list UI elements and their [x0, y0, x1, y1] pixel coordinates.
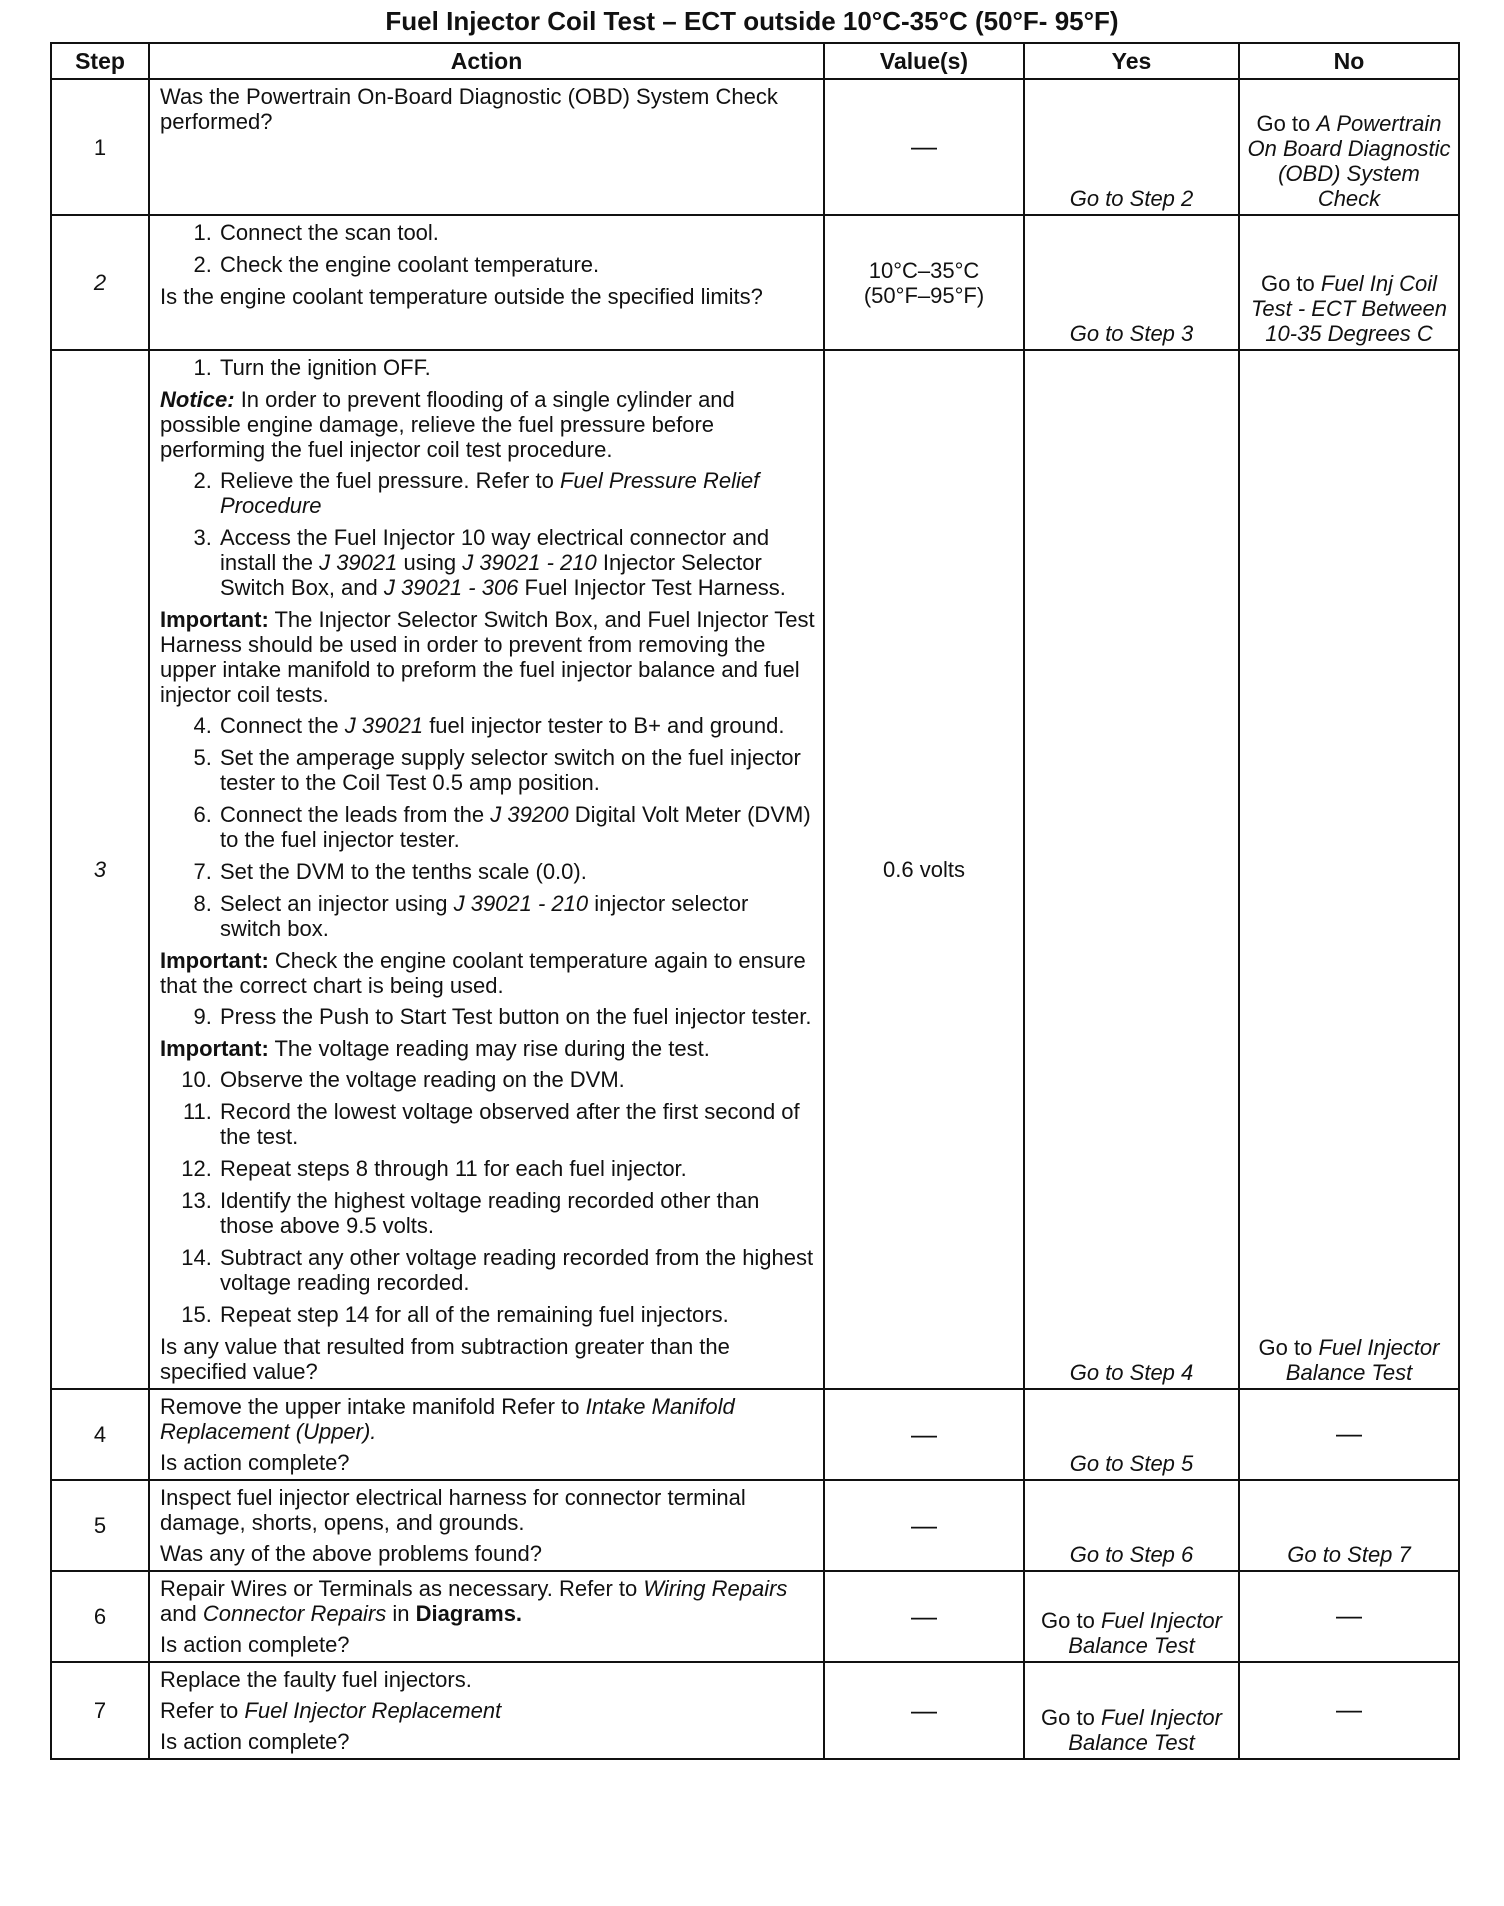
- no-link[interactable]: A Powertrain On Board Diagnostic (OBD) System Check: [1247, 111, 1451, 211]
- yes-cell: [1024, 79, 1239, 215]
- no-cell: [1239, 215, 1459, 350]
- tool-ref: J 39021 - 210: [453, 891, 589, 916]
- page-title: Fuel Injector Coil Test – ECT outside 10°C-35°C (50°F- 95°F): [385, 6, 1119, 36]
- tool-ref: J 39021: [319, 550, 398, 575]
- no-cell: [1239, 350, 1459, 1389]
- action-steps: [160, 1067, 815, 1327]
- empty-dash: —: [1336, 1418, 1362, 1448]
- yes-prefix: Go to: [1041, 1705, 1095, 1730]
- action-text-part: Refer to: [160, 1698, 239, 1723]
- yes-cell: [1024, 1571, 1239, 1662]
- no-cell: [1239, 79, 1459, 215]
- header-values: Value(s): [824, 43, 1024, 79]
- list-item-text: fuel injector tester to B+ and ground.: [429, 713, 785, 738]
- action-cell: [149, 79, 824, 215]
- yes-cell: [1024, 1480, 1239, 1571]
- list-item: 1. Turn the ignition OFF.: [218, 355, 815, 380]
- action-text: [160, 1698, 815, 1723]
- list-item: 2. Check the engine coolant temperature.: [218, 252, 815, 277]
- no-cell: [1239, 1571, 1459, 1662]
- yes-link[interactable]: Go to Step 3: [1069, 321, 1194, 346]
- table-row: [51, 79, 1459, 215]
- list-item: 12. Repeat steps 8 through 11 for each fuel injector.: [218, 1156, 815, 1181]
- yes-cell: [1024, 1389, 1239, 1480]
- value-cell: [824, 1662, 1024, 1759]
- no-cell: [1239, 1662, 1459, 1759]
- yes-link[interactable]: Go to Step 6: [1069, 1542, 1194, 1567]
- yes-prefix: Go to: [1041, 1608, 1095, 1633]
- important-label: Important:: [160, 607, 269, 632]
- important-label: Important:: [160, 948, 269, 973]
- list-item-text: Relieve the fuel pressure. Refer to: [220, 468, 554, 493]
- header-no: No: [1239, 43, 1459, 79]
- action-steps: [160, 355, 815, 380]
- action-question: Is any value that resulted from subtraction greater than the specified value?: [160, 1334, 730, 1384]
- no-prefix: Go to: [1256, 111, 1311, 136]
- list-item-text: Access the Fuel Injector 10 way electrical connector and install the: [220, 525, 770, 575]
- action-text: [160, 1576, 815, 1626]
- procedure-link[interactable]: Intake Manifold Replacement (Upper).: [160, 1394, 735, 1444]
- no-link[interactable]: Go to Step 7: [1287, 1542, 1411, 1567]
- yes-link[interactable]: Fuel Injector Balance Test: [1068, 1608, 1222, 1658]
- action-text-part: in: [392, 1601, 410, 1626]
- value-cell: [824, 1480, 1024, 1571]
- action-cell: [149, 215, 824, 350]
- action-question: Is the engine coolant temperature outside the specified limits?: [160, 284, 763, 309]
- important-text: The Injector Selector Switch Box, and Fuel Injector Test Harness should be used in order to prevent from removing the upper intake manifold to preform the fuel injector balance and fuel injector coil tests.: [160, 607, 815, 707]
- tool-ref: J 39021: [344, 713, 424, 738]
- procedure-link[interactable]: Connector Repairs: [202, 1601, 387, 1626]
- no-link[interactable]: Fuel Injector Balance Test: [1285, 1335, 1440, 1385]
- action-question: Was the Powertrain On-Board Diagnostic (OBD) System Check performed?: [160, 84, 778, 134]
- table-header-row: [51, 43, 1459, 79]
- empty-dash: —: [1336, 1694, 1362, 1724]
- list-item: [218, 468, 815, 518]
- notice-paragraph: [160, 387, 815, 462]
- table-row: [51, 1571, 1459, 1662]
- action-cell: [149, 1480, 824, 1571]
- list-item-text: Fuel Injector Test Harness.: [524, 575, 786, 600]
- value-cell: [824, 1389, 1024, 1480]
- list-item: 14. Subtract any other voltage reading recorded from the highest voltage reading recorded.: [218, 1245, 815, 1295]
- action-text: Replace the faulty fuel injectors.: [160, 1667, 472, 1692]
- yes-cell: [1024, 215, 1239, 350]
- empty-dash: —: [911, 131, 937, 161]
- action-question: Was any of the above problems found?: [160, 1541, 542, 1566]
- empty-dash: —: [911, 1600, 937, 1631]
- header-step: Step: [51, 43, 149, 79]
- no-cell: [1239, 1480, 1459, 1571]
- empty-dash: —: [1336, 1600, 1362, 1630]
- list-item-text: injector selector switch box.: [220, 891, 749, 941]
- yes-cell: [1024, 1662, 1239, 1759]
- action-steps: [160, 713, 815, 941]
- no-link[interactable]: Fuel Inj Coil Test - ECT Between 10-35 Degrees C: [1250, 271, 1448, 346]
- step-number: 6: [51, 1571, 149, 1662]
- no-prefix: Go to: [1260, 271, 1315, 296]
- important-label: Important:: [160, 1036, 269, 1061]
- notice-label: Notice:: [160, 387, 235, 412]
- list-item-text: Connect the leads from the: [220, 802, 485, 827]
- list-item: 1. Connect the scan tool.: [218, 220, 815, 245]
- value-celsius: 10°C–35°C: [868, 257, 980, 283]
- step-number: 5: [51, 1480, 149, 1571]
- list-item: 10. Observe the voltage reading on the DVM.: [218, 1067, 815, 1092]
- list-item: 15. Repeat step 14 for all of the remaining fuel injectors.: [218, 1302, 815, 1327]
- notice-text: In order to prevent flooding of a single cylinder and possible engine damage, relieve the fuel pressure before performing the fuel injector coil test procedure.: [160, 387, 735, 462]
- yes-link[interactable]: Go to Step 4: [1069, 1360, 1194, 1385]
- list-item: [218, 802, 815, 852]
- no-prefix: Go to: [1258, 1335, 1313, 1360]
- header-action: Action: [149, 43, 824, 79]
- action-cell: [149, 350, 824, 1389]
- important-paragraph: [160, 607, 815, 707]
- section-ref: Diagrams.: [415, 1601, 523, 1626]
- step-number: 1: [51, 79, 149, 215]
- step-number: 7: [51, 1662, 149, 1759]
- table-row: [51, 1662, 1459, 1759]
- list-item-text: Select an injector using: [220, 891, 448, 916]
- list-item: 7. Set the DVM to the tenths scale (0.0).: [218, 859, 815, 884]
- action-question: Is action complete?: [160, 1729, 350, 1754]
- procedure-link[interactable]: Wiring Repairs: [643, 1576, 788, 1601]
- list-item-text: Connect the: [220, 713, 339, 738]
- value-cell: [824, 1571, 1024, 1662]
- yes-cell: [1024, 350, 1239, 1389]
- table-row: [51, 215, 1459, 350]
- step-number: 2: [51, 215, 149, 350]
- step-number: 3: [51, 350, 149, 1389]
- table-row: [51, 350, 1459, 1389]
- important-text: Check the engine coolant temperature again to ensure that the correct chart is being used.: [160, 948, 806, 998]
- empty-dash: —: [911, 1509, 937, 1540]
- important-text: The voltage reading may rise during the test.: [274, 1036, 710, 1061]
- list-item: 5. Set the amperage supply selector switch on the fuel injector tester to the Coil Test 0.5 amp position.: [218, 745, 815, 795]
- action-question: Is action complete?: [160, 1632, 350, 1657]
- list-item: 9. Press the Push to Start Test button on the fuel injector tester.: [218, 1004, 815, 1029]
- value-cell: [824, 215, 1024, 350]
- header-yes: Yes: [1024, 43, 1239, 79]
- value-fahrenheit: (50°F–95°F): [863, 282, 985, 308]
- empty-dash: —: [911, 1694, 937, 1725]
- list-item: 13. Identify the highest voltage reading recorded other than those above 9.5 volts.: [218, 1188, 815, 1238]
- yes-link[interactable]: Fuel Injector Balance Test: [1068, 1705, 1222, 1755]
- list-item: [218, 713, 815, 738]
- list-item: 11. Record the lowest voltage observed after the first second of the test.: [218, 1099, 815, 1149]
- action-text-part: Repair Wires or Terminals as necessary. Refer to: [160, 1576, 638, 1601]
- diagnostic-table: [50, 42, 1460, 1760]
- action-steps: [160, 220, 815, 277]
- yes-link[interactable]: Go to Step 5: [1069, 1451, 1194, 1476]
- list-item-text: Digital Volt Meter (DVM) to the fuel injector tester.: [220, 802, 811, 852]
- procedure-link[interactable]: Fuel Pressure Relief Procedure: [220, 468, 760, 518]
- tool-ref: J 39200: [490, 802, 569, 827]
- table-row: [51, 1480, 1459, 1571]
- action-cell: [149, 1571, 824, 1662]
- empty-dash: —: [911, 1418, 937, 1449]
- list-item-text: Injector Selector Switch Box, and: [220, 550, 762, 600]
- list-item: [218, 891, 815, 941]
- action-steps: [160, 468, 815, 600]
- important-paragraph: [160, 1036, 815, 1061]
- tool-ref: J 39021 - 306: [383, 575, 519, 600]
- action-cell: [149, 1662, 824, 1759]
- important-paragraph: [160, 948, 815, 998]
- table-row: [51, 1389, 1459, 1480]
- procedure-link[interactable]: Fuel Injector Replacement: [244, 1698, 502, 1723]
- step-number: 4: [51, 1389, 149, 1480]
- action-question: Is action complete?: [160, 1450, 350, 1475]
- action-text: [160, 1394, 815, 1444]
- action-text-part: Remove the upper intake manifold Refer to: [160, 1394, 580, 1419]
- list-item: [218, 525, 815, 600]
- action-text: Inspect fuel injector electrical harness for connector terminal damage, shorts, opens, and grounds.: [160, 1485, 746, 1535]
- tool-ref: J 39021 - 210: [462, 550, 597, 575]
- action-cell: [149, 1389, 824, 1480]
- action-steps: [160, 1004, 815, 1029]
- value-cell: [824, 79, 1024, 215]
- yes-link[interactable]: Go to Step 2: [1069, 186, 1194, 211]
- no-cell: [1239, 1389, 1459, 1480]
- value-cell: 0.6 volts: [824, 350, 1024, 1389]
- list-item-text: using: [403, 550, 457, 575]
- action-text-part: and: [160, 1601, 197, 1626]
